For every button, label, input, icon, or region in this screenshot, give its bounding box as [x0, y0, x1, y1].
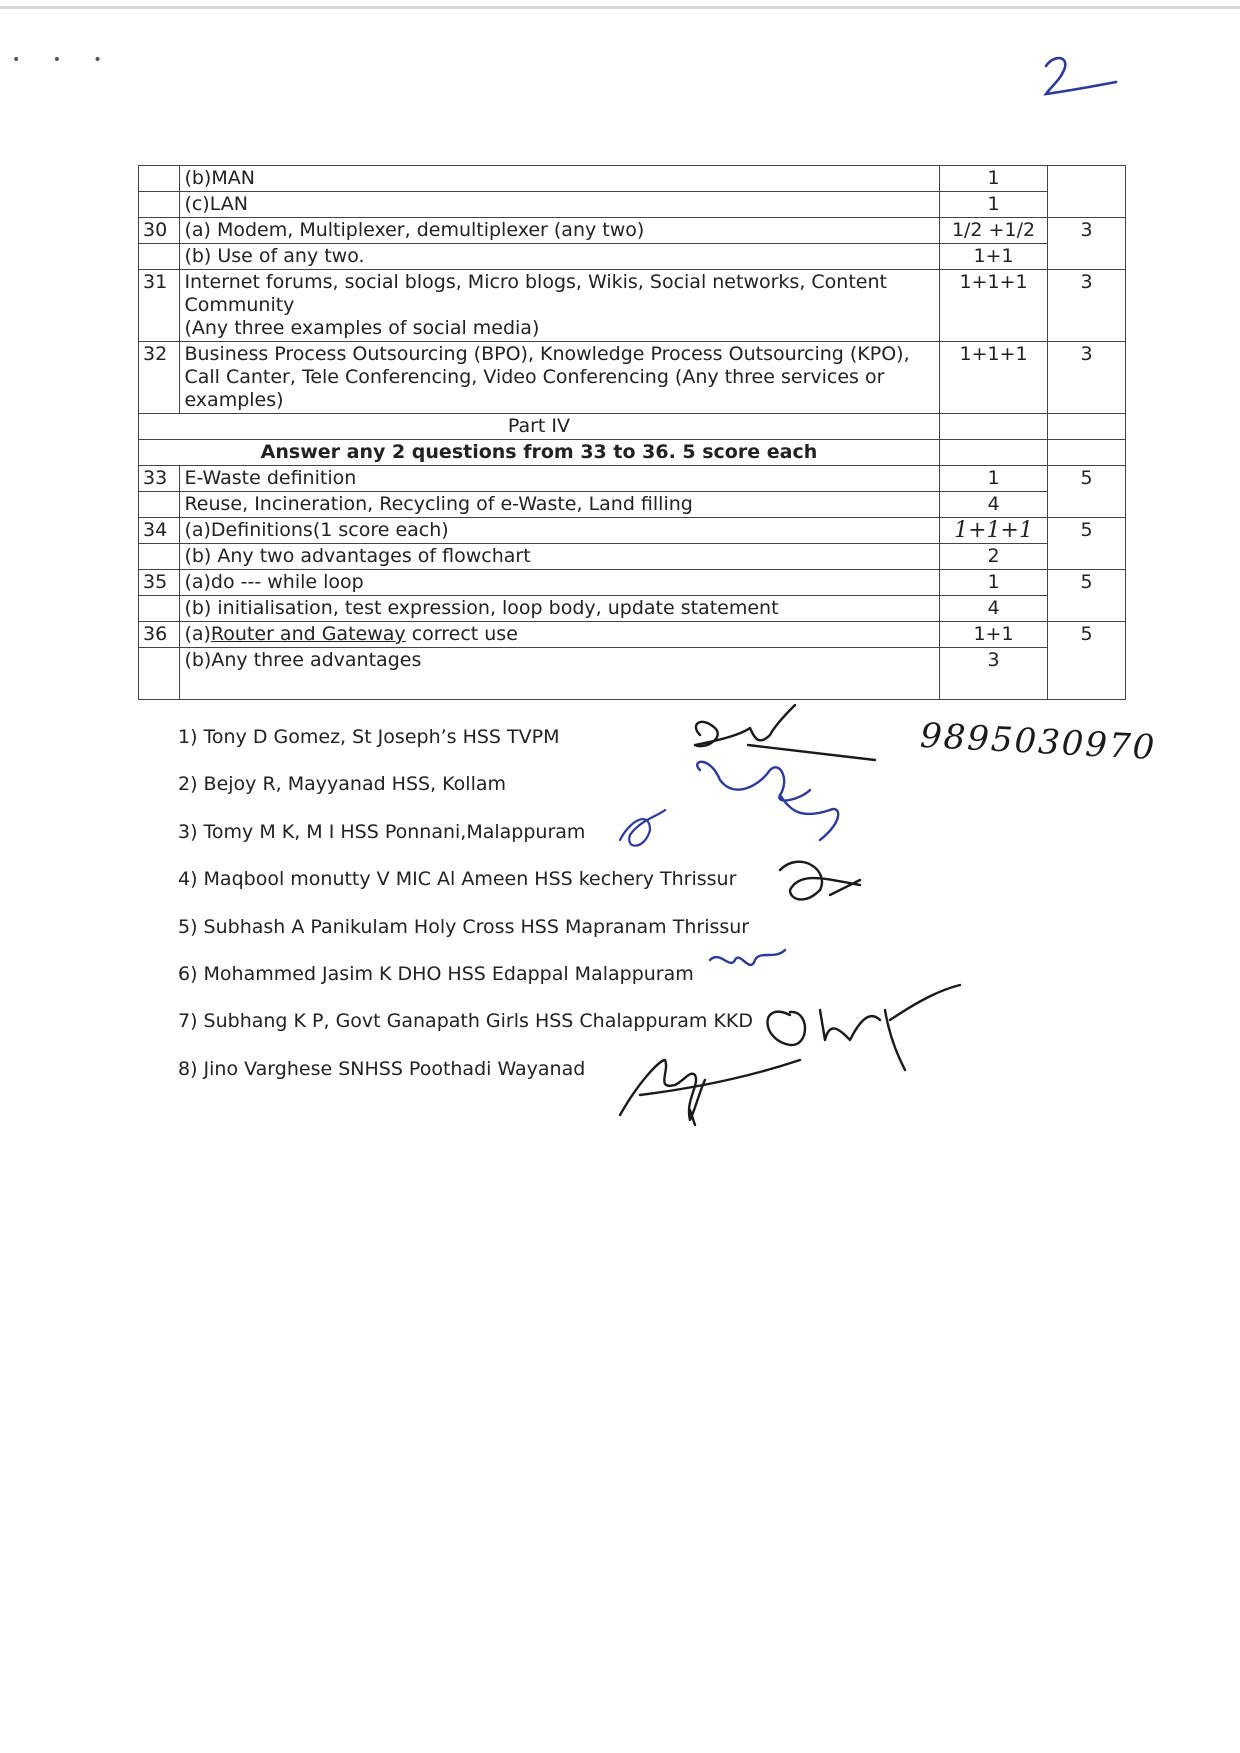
total-score: 3	[1048, 218, 1126, 270]
answer-text-line: Internet forums, social blogs, Micro blogs, Wikis, Social networks, Content Community	[184, 271, 887, 316]
scan-marks: • • •	[12, 52, 116, 68]
question-number	[139, 648, 180, 700]
question-number	[139, 192, 180, 218]
question-number: 36	[139, 622, 180, 648]
list-item: 3) Tomy M K, M I HSS Ponnani,Malappuram	[178, 820, 586, 843]
answer-text: (a)do --- while loop	[180, 570, 939, 596]
answer-text: (b) Use of any two.	[180, 244, 939, 270]
handwritten-score: 1+1+1	[939, 518, 1047, 544]
total-score: 3	[1048, 270, 1126, 342]
answer-prefix: (a)	[184, 623, 211, 645]
list-item: 4) Maqbool monutty V MIC Al Ameen HSS kechery Thrissur	[178, 868, 737, 891]
question-number: 35	[139, 570, 180, 596]
table-row	[139, 648, 1126, 700]
list-item: 8) Jino Varghese SNHSS Poothadi Wayanad	[178, 1057, 586, 1080]
total-score: 5	[1048, 518, 1126, 570]
total-score: 3	[1048, 342, 1126, 414]
list-item: 7) Subhang K P, Govt Ganapath Girls HSS Chalappuram KKD	[178, 1010, 754, 1033]
committee-members-list	[178, 720, 753, 1099]
empty-cell	[939, 440, 1047, 466]
score: 1	[939, 466, 1047, 492]
part-heading: Part IV	[139, 414, 940, 440]
answer-suffix: correct use	[405, 623, 518, 645]
empty-cell	[939, 414, 1047, 440]
question-number	[139, 544, 180, 570]
question-number: 32	[139, 342, 180, 414]
score: 1+1	[939, 244, 1047, 270]
score: 4	[939, 492, 1047, 518]
answer-key-table	[138, 165, 1126, 700]
table-row	[139, 244, 1126, 270]
answer-text	[180, 270, 939, 342]
table-row	[139, 192, 1126, 218]
score: 1	[939, 166, 1047, 192]
question-number	[139, 492, 180, 518]
list-item: 6) Mohammed Jasim K DHO HSS Edappal Malappuram	[178, 962, 694, 985]
instruction-row	[139, 440, 1126, 466]
answer-text: (b) initialisation, test expression, loop body, update statement	[180, 596, 939, 622]
signature-6	[768, 985, 961, 1070]
handwritten-phone-number: 9895030970	[919, 715, 1158, 769]
part-instruction: Answer any 2 questions from 33 to 36. 5 score each	[139, 440, 940, 466]
table-row	[139, 466, 1126, 492]
total-score: 5	[1048, 466, 1126, 518]
total-score: 5	[1048, 570, 1126, 622]
table-row	[139, 166, 1126, 192]
table-row	[139, 270, 1126, 342]
answer-text: E-Waste definition	[180, 466, 939, 492]
score: 2	[939, 544, 1047, 570]
score: 3	[939, 648, 1047, 700]
table-row	[139, 570, 1126, 596]
part-heading-row	[139, 414, 1126, 440]
answer-text: Reuse, Incineration, Recycling of e-Waste, Land filling	[180, 492, 939, 518]
handwritten-page-number	[1040, 52, 1120, 102]
score: 1/2 +1/2	[939, 218, 1047, 244]
score: 4	[939, 596, 1047, 622]
empty-cell	[1048, 414, 1126, 440]
total-score	[1048, 166, 1126, 218]
answer-text: Business Process Outsourcing (BPO), Knowledge Process Outsourcing (KPO), Call Canter, Tele Conferencing, Video Conferencing (Any three services or examples)	[180, 342, 939, 414]
answer-text: (b)MAN	[180, 166, 939, 192]
score: 1+1+1	[939, 342, 1047, 414]
table-row	[139, 544, 1126, 570]
scan-top-edge	[0, 6, 1240, 9]
question-number: 31	[139, 270, 180, 342]
answer-text: (b) Any two advantages of flowchart	[180, 544, 939, 570]
list-item: 2) Bejoy R, Mayyanad HSS, Kollam	[178, 773, 507, 796]
answer-text	[180, 622, 939, 648]
score: 1+1+1	[939, 270, 1047, 342]
table-row	[139, 342, 1126, 414]
total-score: 5	[1048, 622, 1126, 700]
empty-cell	[1048, 440, 1126, 466]
answer-text: (a) Modem, Multiplexer, demultiplexer (any two)	[180, 218, 939, 244]
list-item: 1) Tony D Gomez, St Joseph’s HSS TVPM	[178, 726, 560, 748]
answer-text: (a)Definitions(1 score each)	[180, 518, 939, 544]
answer-text: (c)LAN	[180, 192, 939, 218]
question-number	[139, 166, 180, 192]
score: 1	[939, 192, 1047, 218]
question-number: 30	[139, 218, 180, 244]
answer-underlined: Router and Gateway	[210, 623, 406, 645]
question-number: 34	[139, 518, 180, 544]
table-row	[139, 492, 1126, 518]
table-row	[139, 518, 1126, 544]
question-number: 33	[139, 466, 180, 492]
answer-text-note: (Any three examples of social media)	[184, 317, 540, 339]
list-item: 5) Subhash A Panikulam Holy Cross HSS Mapranam Thrissur	[178, 915, 750, 938]
table-row	[139, 596, 1126, 622]
score: 1	[939, 570, 1047, 596]
signature-4	[780, 862, 860, 900]
score: 1+1	[939, 622, 1047, 648]
question-number	[139, 596, 180, 622]
table-row	[139, 622, 1126, 648]
question-number	[139, 244, 180, 270]
answer-text: (b)Any three advantages	[180, 648, 939, 700]
table-row	[139, 218, 1126, 244]
